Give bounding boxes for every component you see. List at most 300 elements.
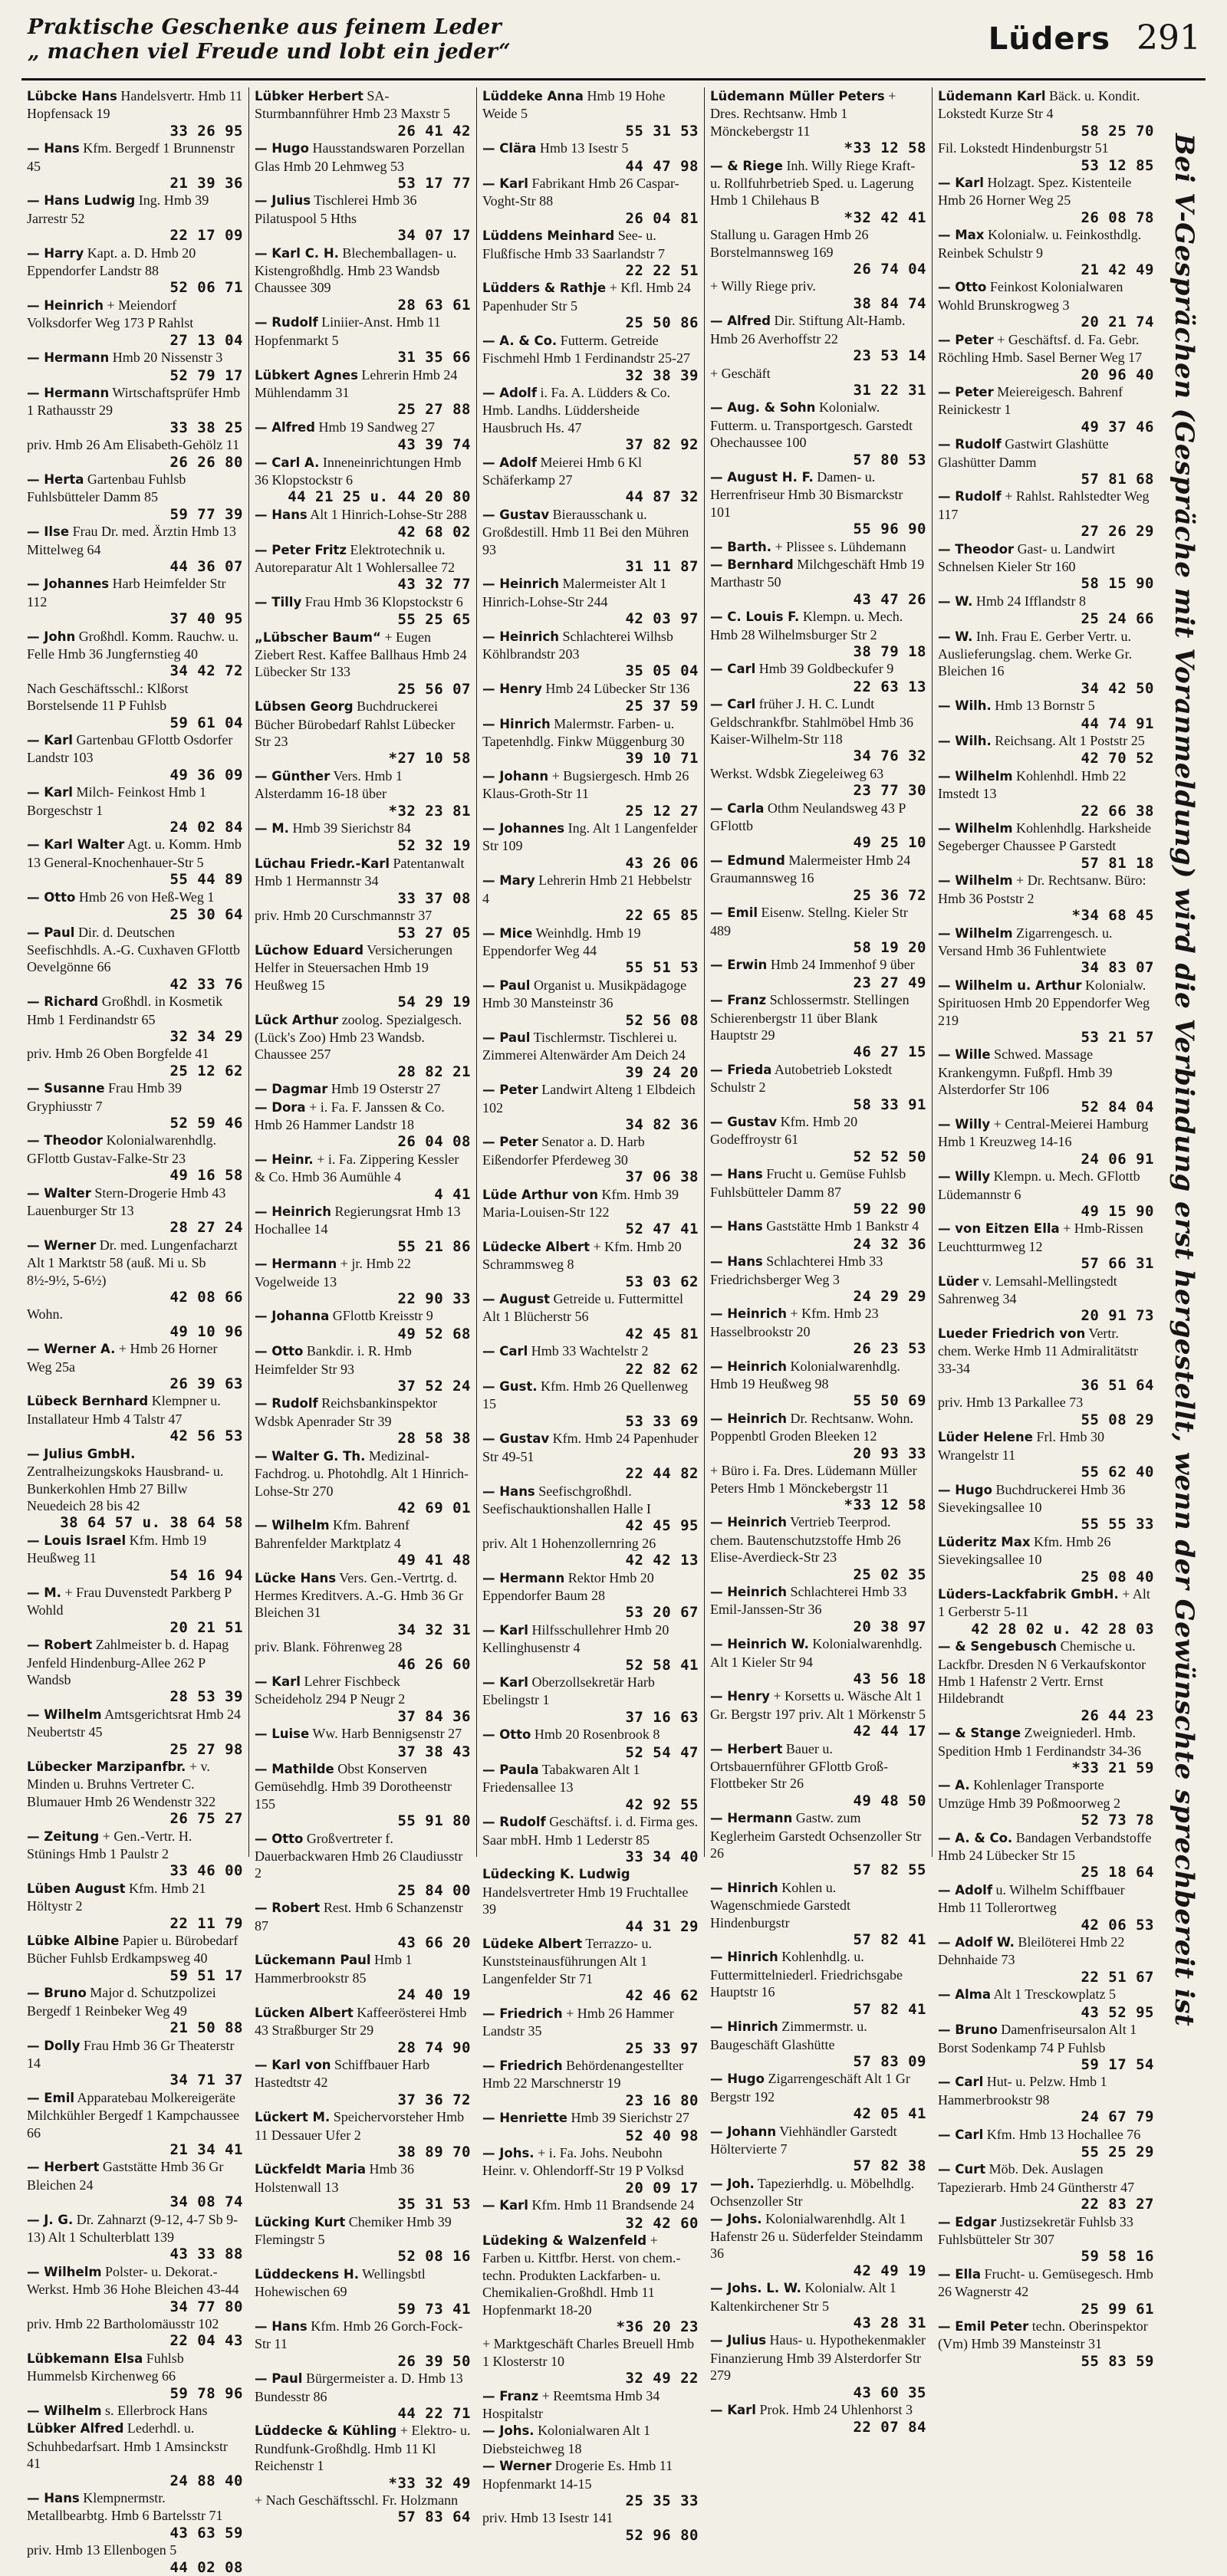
entry-name: — Hugo (255, 141, 309, 156)
entry-name: — Bruno (938, 2022, 998, 2038)
entry-name: — Susanne (27, 1081, 105, 1096)
directory-entry (938, 1481, 1154, 1533)
entry-details: Schiffbauer Harb Hastedtstr 42 (255, 2056, 430, 2091)
entry-name: Lüderitz Max (938, 1534, 1031, 1549)
phone-number: 42 28 02 u. 42 28 03 (971, 1620, 1154, 1638)
entry-name: — Carla (710, 800, 765, 816)
entry-details: Drogerie Es. Hmb 11 Hopfenmarkt 14-15 (482, 2458, 673, 2492)
phone-number: 42 06 53 (1081, 1916, 1154, 1934)
phone-number: 59 61 04 (169, 714, 243, 731)
directory-entry (27, 2315, 243, 2350)
phone-number: 28 27 24 (169, 1219, 243, 1237)
directory-entry (482, 1761, 699, 1813)
directory-entry (710, 87, 926, 157)
directory-entry (27, 2089, 243, 2159)
directory-entry (938, 2021, 1154, 2073)
entry-details: Tapezierhdlg. u. Möbelhdlg. Ochsenzoller Str (710, 2175, 915, 2210)
directory-entry (938, 1934, 1154, 1986)
directory-entry (938, 2073, 1154, 2125)
entry-details: + v. Minden u. Bruhns Vertreter C. Blumauer Hmb 26 Wendenstr 322 (27, 1759, 216, 1809)
phone-number: 35 05 04 (625, 662, 699, 680)
directory-entry (482, 1342, 699, 1378)
entry-details: Justizsekretär Fuhlsb 33 Fuhlsbütteler Str 307 (938, 2213, 1133, 2247)
entry-name: — Herbert (27, 2160, 100, 2175)
entry-details: Großvertreter f. Dauerbackwaren Hmb 26 Claudiusstr 2 (255, 1830, 463, 1881)
directory-entry (938, 1325, 1154, 1395)
phone-number: 44 31 29 (625, 1917, 699, 1935)
directory-entry (482, 1622, 699, 1674)
entry-name: Lübker Alfred (27, 2421, 124, 2436)
entry-details: Möb. Dek. Auslagen Tapezierarb. Hmb 24 Güntherstr 47 (938, 2161, 1135, 2195)
directory-entry (27, 680, 243, 731)
directory-entry (938, 1533, 1154, 1585)
entry-details: Futterm. Getreide Fischmehl Hmb 1 Ferdinandstr 25-27 (482, 332, 690, 366)
entry-name: — Johannes (27, 577, 110, 592)
entry-name: — Hans (710, 1167, 763, 1182)
entry-name: — Rudolf (938, 437, 1002, 452)
phone-number: 20 21 51 (169, 1618, 243, 1636)
entry-details: Eisenw. Stellng. Kieler Str 489 (710, 905, 908, 938)
entry-name: — Wilhelm (938, 925, 1013, 941)
entry-details: Papier u. Bürobedarf Bücher Fuhlsb Erdkampsweg 40 (27, 1933, 238, 1967)
directory-entry (710, 1410, 926, 1462)
phone-number: 44 87 32 (625, 488, 699, 506)
directory-entry (482, 2057, 699, 2109)
directory-entry (938, 1394, 1154, 1428)
entry-name: — Heinrich (255, 1204, 331, 1219)
phone-number: 53 20 67 (625, 1604, 699, 1622)
entry-details: Frau Hmb 36 Gr Theaterstr 14 (27, 2037, 235, 2071)
entry-name: Lübker Herbert (255, 89, 363, 104)
phone-number: 34 77 80 (169, 2298, 243, 2315)
phone-number: 59 58 16 (1081, 2248, 1154, 2266)
phone-number: 21 39 36 (169, 175, 243, 192)
directory-entry (710, 2331, 926, 2401)
entry-details: Versicherungen Helfer in Steuersachen Hmb 19 Heußweg 15 (255, 941, 453, 993)
phone-number: 42 56 53 (169, 1428, 243, 1445)
phone-number: 43 32 77 (397, 576, 471, 593)
entry-name: — Hans (482, 1484, 535, 1499)
phone-number: 42 46 62 (625, 1987, 699, 2005)
entry-name: — Dora (255, 1099, 306, 1115)
entry-details: + Dres. Rechtsanw. Hmb 1 Mönckebergstr 11 (710, 88, 896, 139)
entry-details: Gastw. zum Keglerheim Garstedt Ochsenzoller Str 26 (710, 1810, 922, 1861)
entry-details: priv. Hmb 26 Oben Borgfelde 41 (27, 1046, 209, 1062)
phone-number: 42 45 81 (625, 1325, 699, 1342)
directory-entry (255, 1638, 471, 1673)
directory-entry (27, 836, 243, 888)
entry-name: — Heinrich (27, 297, 104, 313)
phone-number: 42 68 02 (397, 524, 471, 541)
directory-entry (27, 349, 243, 384)
entry-name: — Rudolf (938, 489, 1002, 504)
directory-entry (27, 1184, 243, 1237)
column-2 (249, 87, 477, 2526)
directory-entry (255, 2108, 471, 2160)
phone-number: 32 42 60 (625, 2214, 699, 2232)
entry-name: — Paul (255, 2371, 303, 2387)
entry-details: Kohlenhdlg. Harksheide Segeberger Chaussee P Garstedt (938, 820, 1152, 854)
entry-details: Inneneinrichtungen Hmb 36 Klopstockstr 6 (255, 454, 462, 488)
entry-details: Regierungsrat Hmb 13 Hochallee 14 (255, 1204, 461, 1237)
entry-details: + Reemtsma Hmb 34 Hospitalstr (482, 2387, 660, 2422)
directory-entry (482, 2005, 699, 2057)
phone-number: 34 42 72 (169, 662, 243, 680)
entry-details: Damen- u. Herrenfriseur Hmb 30 Bismarckstr 101 (710, 468, 903, 520)
entry-details: Ing. Hmb 39 Jarrestr 52 (27, 192, 209, 226)
directory-entry (27, 1079, 243, 1132)
phone-number: 44 36 07 (169, 557, 243, 575)
entry-name: — Karl (710, 2403, 756, 2418)
phone-number: *32 23 81 (388, 802, 471, 820)
directory-entry (482, 140, 699, 175)
phone-number: 22 44 82 (625, 1465, 699, 1483)
entry-name: Lübke Albine (27, 1934, 120, 1949)
directory-entry (938, 1724, 1154, 1776)
entry-name: — Herbert (710, 1741, 783, 1756)
entry-details: Zimmermstr. u. Baugeschäft Glashütte (710, 2019, 867, 2052)
directory-entry (255, 506, 471, 541)
directory-entry (710, 608, 926, 660)
entry-details: Holzagt. Spez. Kistenteile Hmb 26 Horner Weg 25 (938, 175, 1132, 209)
directory-entry (710, 904, 926, 956)
phone-number: 55 25 65 (397, 611, 471, 629)
entry-details: Kfm. Hmb 13 Hochallee 76 (986, 2126, 1141, 2142)
phone-number: 31 11 87 (625, 557, 699, 575)
directory-entry (710, 157, 926, 227)
entry-name: Lüder Helene (938, 1430, 1033, 1445)
phone-number: 26 04 08 (397, 1133, 471, 1151)
entry-name: — Otto (938, 280, 987, 295)
entry-details: Kaffeerösterei Hmb 43 Straßburger Str 29 (255, 2004, 467, 2039)
entry-name: — Wilhelm (255, 1518, 330, 1533)
directory-entry (482, 454, 699, 506)
phone-number: 57 66 31 (1081, 1255, 1154, 1273)
phone-number: 42 05 41 (853, 2105, 926, 2123)
phone-number: 43 52 95 (1081, 2003, 1154, 2021)
entry-name: — Henry (482, 681, 542, 696)
entry-details: Senator a. D. Harb Eißendorfer Pferdeweg 30 (482, 1134, 645, 1168)
entry-details: Kolonialwarenhdlg. Hmb 19 Heußweg 98 (710, 1358, 900, 1392)
entry-name: — Hans (27, 141, 80, 156)
phone-number: 49 15 90 (1081, 1203, 1154, 1220)
directory-columns (21, 87, 1160, 2576)
entry-details: Schlossermstr. Stellingen Schierenbergstr 11 über Blank Hauptstr 29 (710, 992, 910, 1043)
phone-number: 24 06 91 (1081, 1150, 1154, 1168)
entry-details: Landwirt Alteng 1 Elbdeich 102 (482, 1082, 696, 1116)
entry-details: priv. Hmb 26 Am Elisabeth-Gehölz 11 (27, 437, 240, 453)
directory-entry (255, 907, 471, 941)
phone-number: 32 38 39 (625, 366, 699, 384)
phone-number: *33 12 58 (844, 140, 926, 157)
entry-name: — Otto (255, 1831, 304, 1846)
entry-details: Meierei Hmb 6 Kl Schäferkamp 27 (482, 454, 642, 488)
directory-entry (255, 1395, 471, 1447)
directory-entry (710, 800, 926, 852)
entry-name: — Willy (938, 1169, 991, 1184)
entry-name: Lückemann Paul (255, 1953, 371, 1968)
phone-number: *34 68 45 (1071, 907, 1154, 925)
entry-name: — Clära (482, 141, 537, 156)
phone-number: 42 49 19 (853, 2262, 926, 2279)
entry-details: Kolonialw. Spirituosen Hmb 20 Eppendorfer Weg 219 (938, 977, 1150, 1028)
entry-name: — Gustav (482, 507, 550, 522)
entry-details: See- u. Flußfische Hmb 33 Saarlandstr 7 (482, 228, 665, 261)
entry-name: Lübecker Marzipanfbr. (27, 1760, 186, 1774)
entry-name: — Werner (482, 2459, 552, 2474)
directory-entry (482, 2387, 699, 2423)
entry-details: Dir. Stiftung Alt-Hamb. Hmb 26 Averhoffstr 22 (710, 313, 906, 347)
entry-details: Schwed. Massage Krankengymn. Fußpfl. Hmb 39 Alsterdorfer Str 106 (938, 1046, 1113, 1098)
entry-details: Hmb 19 Osterstr 27 (331, 1081, 441, 1097)
entry-details: Speichervorsteher Hmb 11 Dessauer Ufer 2 (255, 2109, 465, 2143)
entry-details: Lehrerin Hmb 21 Hebbelstr 4 (482, 872, 692, 906)
entry-name: „Lübscher Baum“ (255, 629, 381, 645)
phone-number: 49 10 96 (169, 1322, 243, 1340)
entry-name: — Frieda (710, 1062, 772, 1077)
phone-number: *33 12 58 (844, 1496, 926, 1513)
phone-number: 59 73 41 (397, 2300, 471, 2318)
entry-name: — Wilhelm (27, 2404, 102, 2419)
entry-details: + Büro i. Fa. Dres. Lüdemann Müller Peters Hmb 1 Mönckebergstr 11 (710, 1463, 917, 1496)
directory-entry (27, 1984, 243, 2036)
directory-entry (482, 977, 699, 1029)
phone-number: 55 62 40 (1081, 1464, 1154, 1481)
entry-details: Gaststätte Hmb 1 Bankstr 4 (766, 1218, 919, 1234)
entry-details: Patentanwalt Hmb 1 Hermannstr 34 (255, 855, 465, 889)
entry-name: — Karl von (255, 2057, 331, 2072)
directory-entry (255, 1725, 471, 1760)
phone-number: 31 22 31 (853, 381, 926, 399)
entry-details: + Hmb 26 Horner Weg 25a (27, 1341, 218, 1375)
entry-details: Chemiker Hmb 39 Flemingstr 5 (255, 2213, 452, 2247)
entry-details: Dr. Rechtsanw. Wohn. Poppenbtl Groden Bleeken 12 (710, 1410, 914, 1444)
entry-name: — Carl (482, 1344, 528, 1359)
entry-name: — Carl (938, 2075, 984, 2090)
phone-number: 42 70 52 (1081, 750, 1154, 767)
phone-number: 57 82 38 (853, 2157, 926, 2175)
phone-number: 22 66 38 (1081, 802, 1154, 820)
directory-entry (255, 1569, 471, 1639)
phone-number: 25 30 64 (169, 906, 243, 924)
phone-number: 52 06 71 (169, 279, 243, 297)
phone-number: 22 63 13 (853, 678, 926, 695)
phone-number: 42 03 97 (625, 610, 699, 628)
entry-details: Hmb 19 Hohe Weide 5 (482, 88, 666, 122)
phone-number: 53 12 85 (1081, 156, 1154, 174)
entry-name: — Hans (710, 1254, 763, 1270)
entry-name: Lüchow Eduard (255, 942, 364, 958)
entry-name: — & Stange (938, 1726, 1021, 1741)
phone-number: 44 22 71 (397, 2405, 471, 2423)
phone-number: 58 15 90 (1081, 575, 1154, 593)
entry-details: Gast- u. Landwirt Schnelsen Kieler Str 160 (938, 540, 1116, 574)
entry-details: Damenfriseursalon Alt 1 Borst Sodenkamp 74 P Fuhlsb (938, 2022, 1137, 2055)
directory-entry (710, 2018, 926, 2070)
directory-entry (255, 1760, 471, 1830)
directory-entry (938, 140, 1154, 174)
entry-details: Hmb 39 Sierichstr 84 (292, 820, 411, 836)
entry-details: Wellingsbtl Hohewischen 69 (255, 2266, 426, 2300)
entry-details: + Hmb-Rissen Leuchtturmweg 12 (938, 1221, 1143, 1254)
phone-number: 42 33 76 (169, 975, 243, 993)
directory-entry (938, 2160, 1154, 2213)
entry-name: Lüddeckens H. (255, 2266, 359, 2282)
entry-name: — A. & Co. (482, 333, 558, 348)
entry-name: Lübcke Hans (27, 89, 117, 104)
phone-number: 20 09 17 (625, 2179, 699, 2196)
phone-number: 25 27 98 (169, 1740, 243, 1758)
entry-name: — Bernhard (710, 557, 794, 572)
phone-number: 20 21 74 (1081, 314, 1154, 331)
directory-entry (27, 731, 243, 784)
entry-details: Harb Heimfelder Str 112 (27, 576, 226, 610)
entry-name: — Karl (482, 176, 528, 192)
entry-details: priv. Hmb 13 Isestr 141 (482, 2510, 614, 2526)
directory-entry (938, 1776, 1154, 1829)
phone-number: 52 32 19 (397, 837, 471, 855)
phone-number: 38 89 70 (397, 2143, 471, 2160)
entry-name: — Hermann (255, 1257, 337, 1272)
directory-entry (255, 1830, 471, 1900)
entry-details: Tischlerei Hmb 36 Pilatuspool 5 Hths (255, 192, 417, 226)
phone-number: 43 26 06 (625, 854, 699, 872)
phone-number: 43 39 74 (397, 436, 471, 454)
directory-entry (27, 471, 243, 523)
entry-details: u. Wilhelm Schiffbauer Hmb 11 Tollerortweg (938, 1881, 1125, 1916)
phone-number: 26 44 23 (1081, 1707, 1154, 1724)
phone-number: *27 10 58 (388, 750, 471, 767)
entry-details: Zentralheizungskoks Hausbrand- u. Bunkerkohlen Hmb 27 Billw Neuedeich 28 bis 42 (27, 1464, 224, 1513)
phone-number: 22 11 79 (169, 1914, 243, 1932)
phone-number: 38 84 74 (853, 294, 926, 312)
directory-entry (255, 419, 471, 454)
directory-entry (27, 2158, 243, 2210)
entry-details: Großhdl. Komm. Rauchw. u. Felle Hmb 36 Jungfernstieg 40 (27, 628, 239, 662)
entry-details: Wohn. (27, 1306, 64, 1322)
entry-name: — Heinrich (482, 577, 559, 592)
entry-details: + Plissee s. Lühdemann (775, 538, 906, 554)
phone-number: 33 38 25 (169, 419, 243, 436)
entry-details: i. Fa. A. Lüdders & Co. Hmb. Landhs. Lüddersheide Hausbruch Hs. 47 (482, 384, 670, 435)
entry-name: — & Sengebusch (938, 1639, 1058, 1654)
entry-details: priv. Hmb 13 Parkallee 73 (938, 1395, 1084, 1411)
phone-number: 52 40 98 (625, 2127, 699, 2144)
entry-details: Oberzollsekretär Harb Ebelingstr 1 (482, 1674, 655, 1708)
phone-number: 59 77 39 (169, 505, 243, 523)
directory-entry (710, 2210, 926, 2280)
directory-entry (255, 2056, 471, 2108)
directory-entry (27, 245, 243, 297)
directory-entry (255, 2004, 471, 2056)
entry-name: — Theodor (938, 541, 1015, 557)
directory-entry (482, 628, 699, 680)
side-ad-text: Bei V-Gesprächen (Gespräche mit Voranmeldung) wird die Verbindung erst hergestellt, wenn der Gewünschte sprechbereit ist (1169, 133, 1199, 2027)
phone-number: 52 58 41 (625, 1656, 699, 1674)
entry-details: + i. Fa. Johs. Neubohn Heinr. v. Ohlendorff-Str 19 P Volksd (482, 2144, 684, 2179)
directory-entry (710, 1948, 926, 2018)
entry-details: GFlottb Kreisstr 9 (332, 1308, 433, 1324)
directory-entry (482, 575, 699, 627)
entry-details: Major d. Schutzpolizei Bergedf 1 Reinbeker Weg 49 (27, 1985, 216, 2019)
phone-number: 52 79 17 (169, 366, 243, 384)
entry-details: + Korsetts u. Wäsche Alt 1 Gr. Bergstr 197 priv. Alt 1 Mörkenstr 5 (710, 1688, 926, 1722)
entry-details: Hmb 20 Nissenstr 3 (112, 350, 223, 366)
phone-number: 26 75 27 (169, 1810, 243, 1828)
entry-name: — Franz (482, 2388, 539, 2404)
directory-entry (938, 540, 1154, 593)
directory-entry (27, 297, 243, 349)
entry-name: — Hermann (27, 385, 110, 400)
phone-number: 22 04 43 (169, 2332, 243, 2350)
entry-details: Kfm. Hmb 26 Gorch-Fock-Str 11 (255, 2318, 463, 2352)
entry-name: — Herta (27, 472, 84, 487)
entry-details: Hmb 1 Hammerbrookstr 85 (255, 1952, 413, 1986)
phone-number: 24 88 40 (169, 2472, 243, 2489)
entry-name: — Gustav (710, 1114, 778, 1129)
entry-details: + Gen.-Vertr. H. Stünings Hmb 1 Paulstr 2 (27, 1828, 192, 1862)
phone-number: 44 47 98 (625, 157, 699, 175)
directory-page (21, 11, 1206, 2576)
entry-details: Handelsvertreter Hmb 19 Fruchtallee 39 (482, 1884, 689, 1917)
directory-entry (255, 1203, 471, 1255)
directory-entry (27, 1706, 243, 1758)
entry-details: SA-Sturmbannführer Hmb 23 Maxstr 5 (255, 88, 450, 122)
entry-name: — Edgar (938, 2214, 997, 2229)
entry-name: Lücke Hans (255, 1570, 337, 1585)
phone-number: 37 40 95 (169, 610, 243, 628)
phone-number: 58 19 20 (853, 938, 926, 956)
directory-entry (938, 925, 1154, 977)
entry-details: priv. Hmb 20 Curschmannstr 37 (255, 908, 433, 924)
entry-details: Kfm. Bergedf 1 Brunnenstr 45 (27, 140, 235, 174)
entry-details: Schlachterei Hmb 33 Friedrichsberger Weg 3 (710, 1254, 883, 1287)
entry-details: Bandagen Verbandstoffe Hmb 24 Lübecker Str 15 (938, 1829, 1152, 1864)
entry-details: Fuhlsb Hummelsb Kirchenweg 66 (27, 2350, 184, 2384)
entry-details: Lehrer Fischbeck Scheideholz 294 P Neugr 2 (255, 1673, 406, 1707)
entry-details: Hmb 39 Goldbeckufer 9 (758, 661, 894, 677)
entry-name: — August (482, 1292, 551, 1307)
entry-name: — Johs. L. W. (710, 2281, 801, 2296)
phone-number: 26 39 63 (169, 1375, 243, 1393)
phone-number: 59 51 17 (169, 1967, 243, 1984)
phone-number: 26 39 50 (397, 2352, 471, 2370)
entry-name: — Johanna (255, 1309, 330, 1324)
entry-details: Kohlen u. Wagenschmiede Garstedt Hindenburgstr (710, 1879, 850, 1930)
phone-number: 53 33 69 (625, 1412, 699, 1430)
phone-number: 25 33 97 (625, 2039, 699, 2057)
entry-name: — Wille (938, 1047, 991, 1063)
entry-name: — Günther (255, 768, 331, 784)
entry-name: — Wilhelm u. Arthur (938, 978, 1082, 993)
phone-number: 43 66 20 (397, 1934, 471, 1952)
entry-name: — Heinrich (710, 1359, 787, 1374)
directory-entry (710, 226, 926, 278)
entry-details: + Bugsiergesch. Hmb 26 Klaus-Groth-Str 11 (482, 767, 689, 802)
directory-entry (255, 366, 471, 419)
entry-name: Lüders-Lackfabrik GmbH. (938, 1586, 1119, 1602)
entry-name: — Gustav (482, 1431, 550, 1447)
directory-entry (27, 1532, 243, 1584)
phone-number: 55 44 89 (169, 871, 243, 889)
phone-number: 32 49 22 (625, 2370, 699, 2387)
directory-entry (27, 2402, 243, 2420)
directory-entry (255, 192, 471, 244)
phone-number: 36 51 64 (1081, 1377, 1154, 1395)
phone-number: 52 56 08 (625, 1011, 699, 1029)
entry-name: Lüde Arthur von (482, 1187, 599, 1202)
phone-number: 46 27 15 (853, 1043, 926, 1061)
